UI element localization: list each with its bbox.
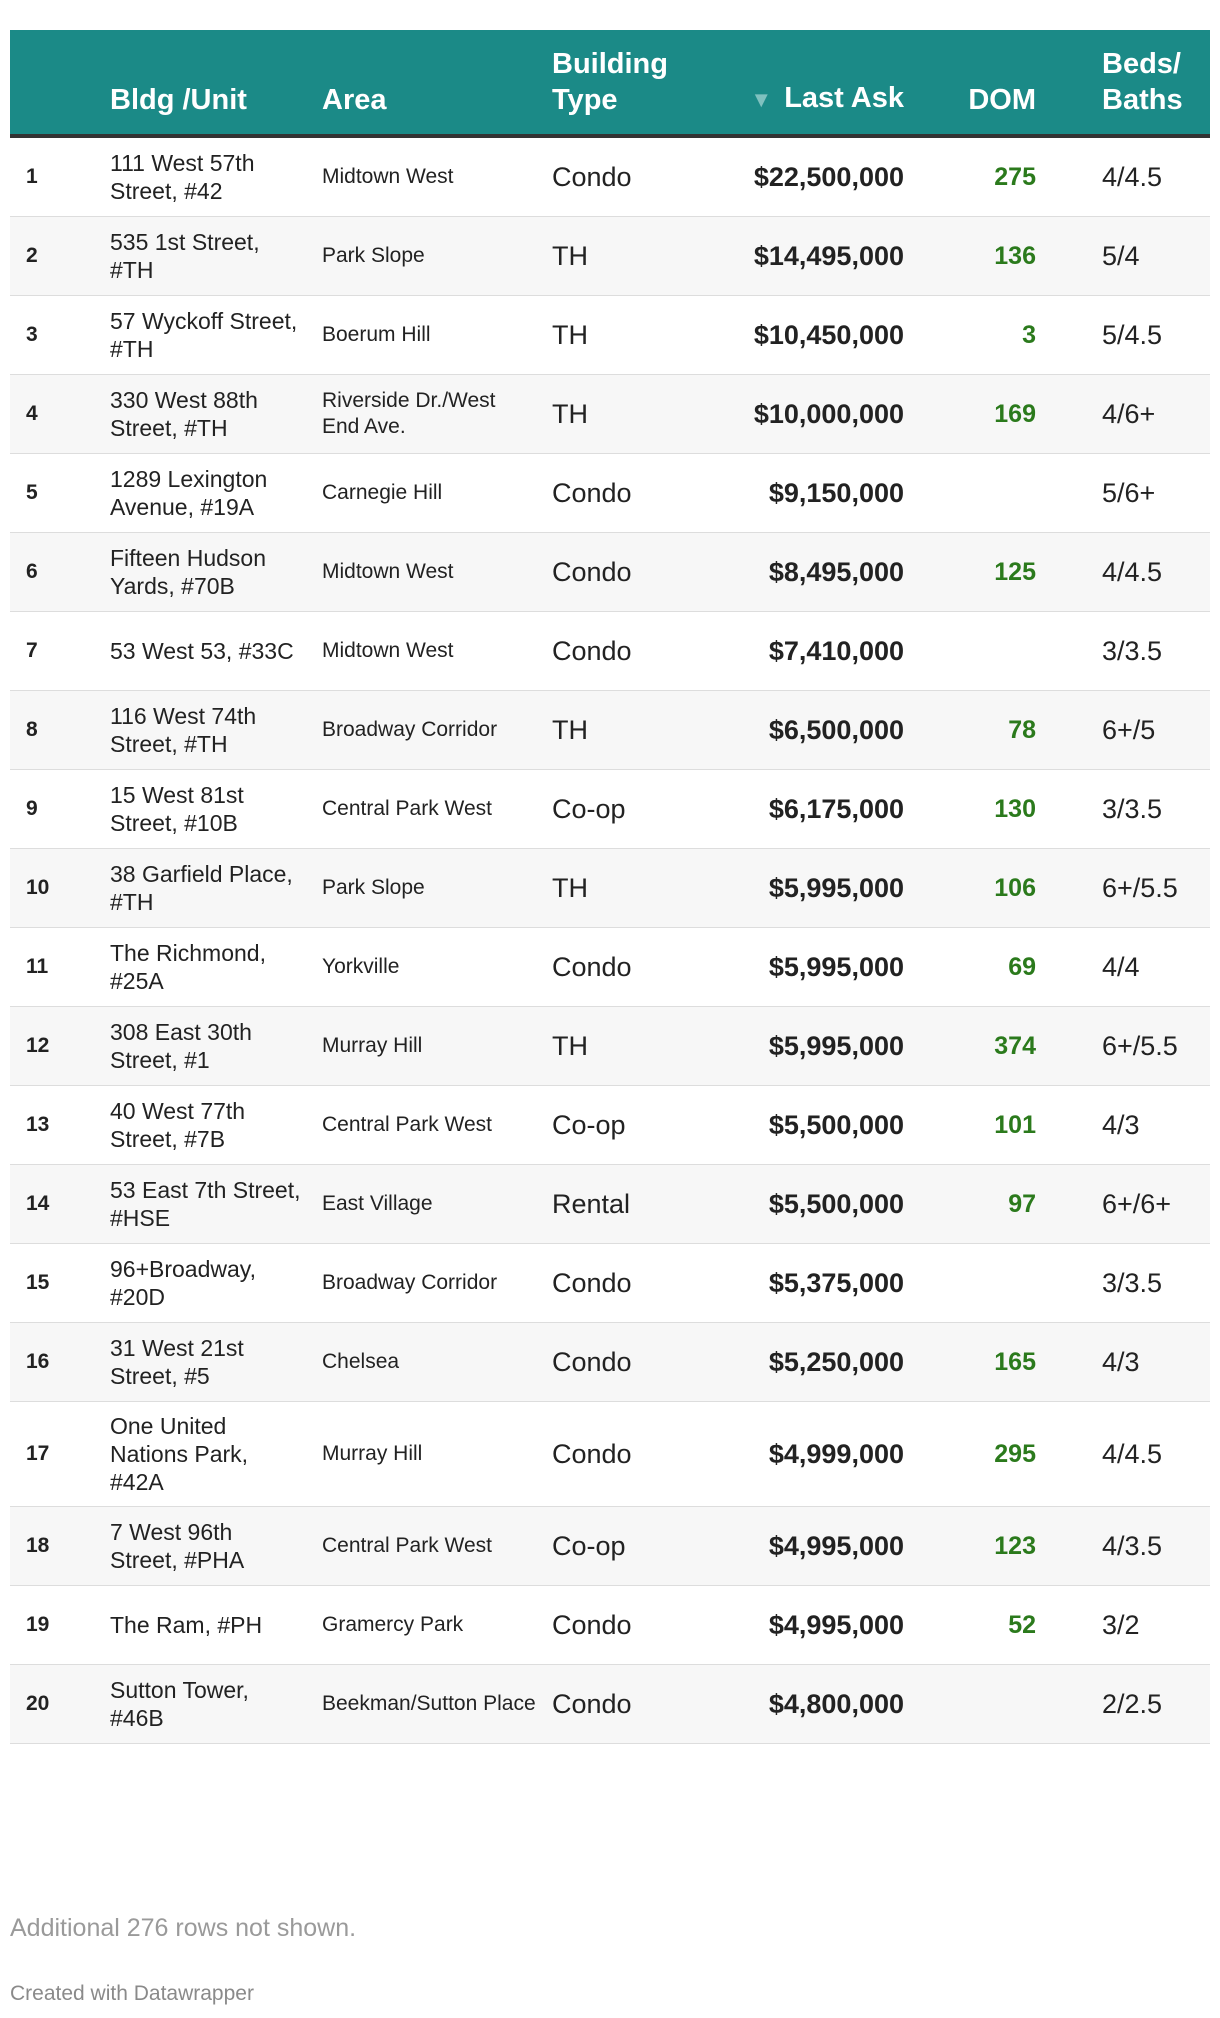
- col-header-type[interactable]: Building Type: [544, 30, 704, 136]
- last-ask-cell: $7,410,000: [704, 612, 912, 691]
- rank-cell: 11: [10, 928, 102, 1007]
- last-ask-cell: $14,495,000: [704, 217, 912, 296]
- last-ask-cell: $8,495,000: [704, 533, 912, 612]
- beds-baths-cell: 6+/6+: [1044, 1165, 1210, 1244]
- building-type-cell: Condo: [544, 1244, 704, 1323]
- last-ask-cell: $6,175,000: [704, 770, 912, 849]
- building-type-cell: Co-op: [544, 1086, 704, 1165]
- table-row: [10, 1586, 1210, 1665]
- unit-cell: 96+Broadway, #20D: [102, 1244, 314, 1323]
- area-cell: Central Park West: [314, 1086, 544, 1165]
- area-cell: Murray Hill: [314, 1007, 544, 1086]
- last-ask-cell: $6,500,000: [704, 691, 912, 770]
- unit-cell: 116 West 74th Street, #TH: [102, 691, 314, 770]
- area-cell: Broadway Corridor: [314, 1244, 544, 1323]
- beds-baths-cell: 4/3: [1044, 1086, 1210, 1165]
- building-type-cell: Condo: [544, 1665, 704, 1744]
- building-type-cell: Co-op: [544, 1507, 704, 1586]
- beds-baths-cell: 4/6+: [1044, 375, 1210, 454]
- unit-cell: One United Nations Park, #42A: [102, 1402, 314, 1507]
- area-cell: Yorkville: [314, 928, 544, 1007]
- table-row: [10, 1244, 1210, 1323]
- rank-cell: 17: [10, 1402, 102, 1507]
- beds-baths-cell: 6+/5: [1044, 691, 1210, 770]
- rank-cell: 13: [10, 1086, 102, 1165]
- building-type-cell: TH: [544, 375, 704, 454]
- rank-cell: 10: [10, 849, 102, 928]
- table-body: [10, 136, 1210, 1744]
- dom-cell: 295: [912, 1402, 1044, 1507]
- table-row: [10, 849, 1210, 928]
- area-cell: Park Slope: [314, 849, 544, 928]
- table-row: [10, 533, 1210, 612]
- rank-cell: 4: [10, 375, 102, 454]
- dom-cell: [912, 612, 1044, 691]
- table-row: [10, 1323, 1210, 1402]
- rank-cell: 6: [10, 533, 102, 612]
- unit-cell: The Richmond, #25A: [102, 928, 314, 1007]
- rank-cell: 20: [10, 1665, 102, 1744]
- building-type-cell: Condo: [544, 1323, 704, 1402]
- area-cell: Gramercy Park: [314, 1586, 544, 1665]
- beds-baths-cell: 5/4.5: [1044, 296, 1210, 375]
- dom-cell: 101: [912, 1086, 1044, 1165]
- beds-baths-cell: 4/3: [1044, 1323, 1210, 1402]
- last-ask-cell: $4,995,000: [704, 1586, 912, 1665]
- table-row: [10, 928, 1210, 1007]
- last-ask-cell: $5,995,000: [704, 849, 912, 928]
- last-ask-cell: $5,375,000: [704, 1244, 912, 1323]
- col-header-last-ask[interactable]: [704, 30, 912, 136]
- last-ask-cell: $22,500,000: [704, 136, 912, 217]
- last-ask-cell: $5,500,000: [704, 1086, 912, 1165]
- unit-cell: 57 Wyckoff Street, #TH: [102, 296, 314, 375]
- last-ask-cell: $9,150,000: [704, 454, 912, 533]
- notes: Additional 276 rows not shown.: [10, 1914, 357, 1942]
- beds-baths-cell: 3/3.5: [1044, 612, 1210, 691]
- table-row: [10, 136, 1210, 217]
- dom-cell: 78: [912, 691, 1044, 770]
- rank-cell: 12: [10, 1007, 102, 1086]
- dom-cell: 136: [912, 217, 1044, 296]
- col-header-last-ask-label: Last Ask: [784, 82, 904, 114]
- beds-baths-cell: 4/3.5: [1044, 1507, 1210, 1586]
- rank-cell: 16: [10, 1323, 102, 1402]
- dom-cell: 275: [912, 136, 1044, 217]
- table-row: [10, 296, 1210, 375]
- beds-baths-cell: 2/2.5: [1044, 1665, 1210, 1744]
- building-type-cell: TH: [544, 691, 704, 770]
- beds-baths-cell: 6+/5.5: [1044, 1007, 1210, 1086]
- beds-baths-cell: 5/6+: [1044, 454, 1210, 533]
- table-container: [10, 30, 1210, 1744]
- area-cell: Central Park West: [314, 770, 544, 849]
- rank-cell: 14: [10, 1165, 102, 1244]
- last-ask-cell: $10,000,000: [704, 375, 912, 454]
- rank-cell: 7: [10, 612, 102, 691]
- beds-baths-cell: 5/4: [1044, 217, 1210, 296]
- unit-cell: 53 West 53, #33C: [102, 612, 314, 691]
- col-header-beds[interactable]: Beds/ Baths: [1044, 30, 1210, 136]
- building-type-cell: Co-op: [544, 770, 704, 849]
- table-row: [10, 454, 1210, 533]
- area-cell: Riverside Dr./West End Ave.: [314, 375, 544, 454]
- dom-cell: 69: [912, 928, 1044, 1007]
- unit-cell: 15 West 81st Street, #10B: [102, 770, 314, 849]
- last-ask-cell: $5,250,000: [704, 1323, 912, 1402]
- table-row: [10, 1007, 1210, 1086]
- area-cell: Murray Hill: [314, 1402, 544, 1507]
- area-cell: Broadway Corridor: [314, 691, 544, 770]
- table-row: [10, 1507, 1210, 1586]
- listings-table: [10, 30, 1210, 1744]
- dom-cell: 130: [912, 770, 1044, 849]
- dom-cell: 165: [912, 1323, 1044, 1402]
- area-cell: Boerum Hill: [314, 296, 544, 375]
- last-ask-cell: $5,995,000: [704, 928, 912, 1007]
- dom-cell: [912, 1665, 1044, 1744]
- table-row: [10, 1665, 1210, 1744]
- beds-baths-cell: 4/4.5: [1044, 533, 1210, 612]
- area-cell: Park Slope: [314, 217, 544, 296]
- building-type-cell: Condo: [544, 1402, 704, 1507]
- unit-cell: 31 West 21st Street, #5: [102, 1323, 314, 1402]
- last-ask-cell: $5,995,000: [704, 1007, 912, 1086]
- last-ask-cell: $4,999,000: [704, 1402, 912, 1507]
- table-header-row: [10, 30, 1210, 136]
- building-type-cell: Condo: [544, 612, 704, 691]
- area-cell: Midtown West: [314, 612, 544, 691]
- beds-baths-cell: 3/3.5: [1044, 1244, 1210, 1323]
- rank-cell: 5: [10, 454, 102, 533]
- area-cell: Central Park West: [314, 1507, 544, 1586]
- table-row: [10, 375, 1210, 454]
- last-ask-cell: $5,500,000: [704, 1165, 912, 1244]
- unit-cell: 40 West 77th Street, #7B: [102, 1086, 314, 1165]
- sort-descending-icon: ▼: [750, 87, 773, 112]
- area-cell: East Village: [314, 1165, 544, 1244]
- dom-cell: 125: [912, 533, 1044, 612]
- rank-cell: 1: [10, 136, 102, 217]
- building-type-cell: Condo: [544, 533, 704, 612]
- area-cell: Beekman/Sutton Place: [314, 1665, 544, 1744]
- rank-cell: 8: [10, 691, 102, 770]
- table-row: [10, 770, 1210, 849]
- beds-baths-cell: 3/3.5: [1044, 770, 1210, 849]
- table-row: [10, 217, 1210, 296]
- unit-cell: 308 East 30th Street, #1: [102, 1007, 314, 1086]
- unit-cell: Sutton Tower, #46B: [102, 1665, 314, 1744]
- last-ask-cell: $4,800,000: [704, 1665, 912, 1744]
- credit: Created with Datawrapper: [10, 1982, 254, 2005]
- beds-baths-cell: 4/4.5: [1044, 1402, 1210, 1507]
- dom-cell: [912, 454, 1044, 533]
- last-ask-cell: $4,995,000: [704, 1507, 912, 1586]
- dom-cell: 52: [912, 1586, 1044, 1665]
- building-type-cell: Condo: [544, 454, 704, 533]
- rank-cell: 18: [10, 1507, 102, 1586]
- table-row: [10, 1402, 1210, 1507]
- col-header-rank[interactable]: [10, 30, 102, 136]
- table-row: [10, 691, 1210, 770]
- dom-cell: 169: [912, 375, 1044, 454]
- table-row: [10, 1086, 1210, 1165]
- rank-cell: 19: [10, 1586, 102, 1665]
- rank-cell: 15: [10, 1244, 102, 1323]
- dom-cell: [912, 1244, 1044, 1323]
- beds-baths-cell: 3/2: [1044, 1586, 1210, 1665]
- area-cell: Midtown West: [314, 533, 544, 612]
- col-header-area[interactable]: Area: [314, 30, 544, 136]
- table-row: [10, 1165, 1210, 1244]
- dom-cell: 123: [912, 1507, 1044, 1586]
- unit-cell: 7 West 96th Street, #PHA: [102, 1507, 314, 1586]
- dom-cell: 3: [912, 296, 1044, 375]
- beds-baths-cell: 4/4: [1044, 928, 1210, 1007]
- building-type-cell: TH: [544, 849, 704, 928]
- rank-cell: 3: [10, 296, 102, 375]
- beds-baths-cell: 4/4.5: [1044, 136, 1210, 217]
- building-type-cell: TH: [544, 217, 704, 296]
- unit-cell: 1289 Lexington Avenue, #19A: [102, 454, 314, 533]
- building-type-cell: Condo: [544, 928, 704, 1007]
- building-type-cell: TH: [544, 296, 704, 375]
- beds-baths-cell: 6+/5.5: [1044, 849, 1210, 928]
- dom-cell: 97: [912, 1165, 1044, 1244]
- area-cell: Carnegie Hill: [314, 454, 544, 533]
- last-ask-cell: $10,450,000: [704, 296, 912, 375]
- rank-cell: 9: [10, 770, 102, 849]
- building-type-cell: Condo: [544, 1586, 704, 1665]
- table-row: [10, 612, 1210, 691]
- area-cell: Chelsea: [314, 1323, 544, 1402]
- dom-cell: 374: [912, 1007, 1044, 1086]
- area-cell: Midtown West: [314, 136, 544, 217]
- building-type-cell: Condo: [544, 136, 704, 217]
- building-type-cell: Rental: [544, 1165, 704, 1244]
- unit-cell: 38 Garfield Place, #TH: [102, 849, 314, 928]
- unit-cell: 535 1st Street, #TH: [102, 217, 314, 296]
- col-header-dom[interactable]: DOM: [912, 30, 1044, 136]
- dom-cell: 106: [912, 849, 1044, 928]
- building-type-cell: TH: [544, 1007, 704, 1086]
- rank-cell: 2: [10, 217, 102, 296]
- unit-cell: 111 West 57th Street, #42: [102, 136, 314, 217]
- unit-cell: The Ram, #PH: [102, 1586, 314, 1665]
- unit-cell: Fifteen Hudson Yards, #70B: [102, 533, 314, 612]
- unit-cell: 330 West 88th Street, #TH: [102, 375, 314, 454]
- unit-cell: 53 East 7th Street, #HSE: [102, 1165, 314, 1244]
- col-header-unit[interactable]: Bldg /Unit: [102, 30, 314, 136]
